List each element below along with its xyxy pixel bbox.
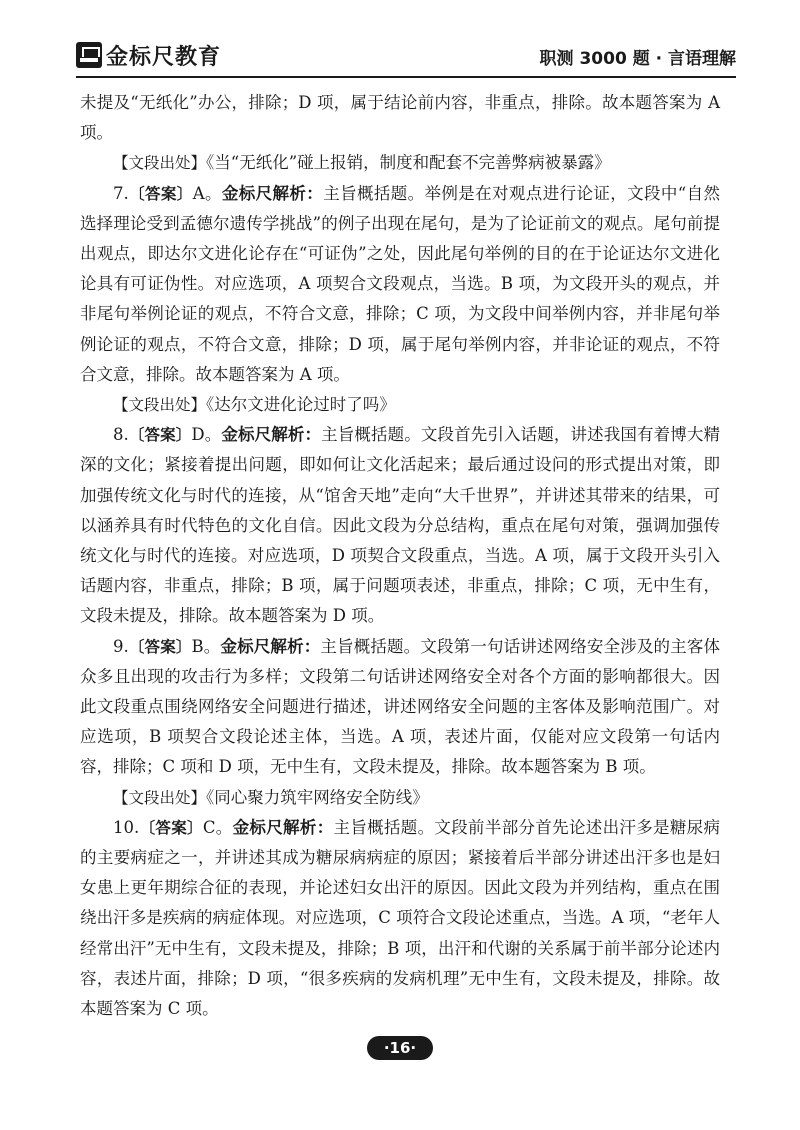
answer-label: 〔答案〕: [128, 637, 192, 656]
source-line: [80, 390, 720, 420]
source-title: 《同心聚力筑牢网络安全防线》: [206, 787, 429, 807]
source-label: 【文段出处】: [113, 788, 207, 807]
paragraph-continuation: 未提及“无纸化”办公，排除；D 项，属于结论前内容，非重点，排除。故本题答案为 A 项。: [80, 93, 720, 143]
source-label: 【文段出处】: [113, 154, 207, 173]
analysis-text: 主旨概括题。文段首先引入话题，讲述我国有着博大精深的文化；紧接着提出问题，即如何让文化活起来；最后通过设问的形式提出对策，即加强传统文化与时代的连接，从“馆舍天地”走向“大千世界”，并讲述其带来的结果，可以涵养具有时代特色的文化自信。因此文段为分总结构，重点在尾句对策，强调加强传统文化与时代的连接。对应选项，D 项契合文段重点，当选。A 项，属于文段开头引入话题内容，非重点，排除；B 项，属于问题项表述，非重点，排除；C 项，无中生有，文段未提及，排除。故本题答案为 D 项。: [80, 425, 720, 626]
answer-label: 〔答案〕: [128, 184, 193, 203]
page-body: [80, 88, 720, 1024]
question-7-analysis: [80, 179, 720, 390]
question-number: 10.: [113, 817, 140, 837]
analysis-label: 金标尺解析：: [232, 817, 334, 837]
analysis-label: 金标尺解析：: [220, 636, 321, 656]
book-title: 职测 3000 题 · 言语理解: [539, 49, 736, 69]
analysis-label: 金标尺解析：: [221, 183, 324, 203]
source-title: 《达尔文进化论过时了吗》: [206, 395, 396, 415]
question-number: 9.: [113, 636, 129, 656]
analysis-text: 主旨概括题。文段前半部分首先论述出汗多是糖尿病的主要病症之一，并讲述其成为糖尿病病症的原因；紧接着后半部分讲述出汗多也是妇女患上更年期综合征的表现，并论述妇女出汗的原因。因此文段为并列结构，重点在围绕出汗多是疾病的病症体现。对应选项，C 项符合文段论述重点，当选。A 项，“老年人经常出汗”无中生有，文段未提及，排除；B 项，出汗和代谢的关系属于前半部分论述内容，表述片面，排除；D 项，“很多疾病的发病机理”无中生有，文段未提及，排除。故本题答案为 C 项。: [80, 817, 720, 1019]
logo-icon: [76, 42, 102, 68]
page-header: [76, 36, 736, 78]
question-10-analysis: [80, 813, 720, 1024]
answer-label: 〔答案〕: [139, 818, 203, 837]
source-line: [80, 783, 720, 813]
analysis-text: 主旨概括题。文段第一句话讲述网络安全涉及的主客体众多且出现的攻击行为多样；文段第二句话讲述网络安全对各个方面的影响都很大。因此文段重点围绕网络安全问题进行描述，讲述网络安全问题的主客体及影响范围广。对应选项，B 项契合文段论述主体，当选。A 项，表述片面，仅能对应文段第一句话内容，排除；C 项和 D 项，无中生有，文段未提及，排除。故本题答案为 B 项。: [80, 636, 720, 777]
question-number: 7.: [113, 183, 129, 203]
question-9-analysis: [80, 632, 720, 783]
answer-value: D。: [191, 425, 222, 445]
source-line: [80, 148, 720, 178]
source-title: 《当“无纸化”碰上报销，制度和配套不完善弊病被暴露》: [206, 153, 611, 173]
source-label: 【文段出处】: [113, 396, 207, 415]
brand-logo: [76, 40, 221, 70]
answer-value: A。: [192, 183, 222, 203]
logo-text: 金标尺教育: [106, 44, 222, 70]
analysis-label: 金标尺解析：: [221, 425, 322, 445]
question-8-analysis: [80, 420, 720, 631]
page-number-badge: ·16·: [367, 1036, 433, 1060]
answer-value: C。: [202, 817, 233, 837]
answer-label: 〔答案〕: [128, 426, 192, 445]
question-number: 8.: [113, 425, 129, 445]
analysis-text: 主旨概括题。举例是在对观点进行论证，文段中“自然选择理论受到孟德尔遗传学挑战”的例子出现在尾句，是为了论证前文的观点。尾句前提出观点，即达尔文进化论存在“可证伪”之处，因此尾句举例的目的在于论证达尔文进化论具有可证伪性。对应选项，A 项契合文段观点，当选。B 项，为文段开头的观点，并非尾句举例论证的观点，不符合文意，排除；C 项，为文段中间举例内容，并非尾句举例论证的观点，不符合文意，排除；D 项，属于尾句举例内容，并非论证的观点，不符合文意，排除。故本题答案为 A 项。: [80, 183, 720, 384]
answer-value: B。: [191, 636, 221, 656]
